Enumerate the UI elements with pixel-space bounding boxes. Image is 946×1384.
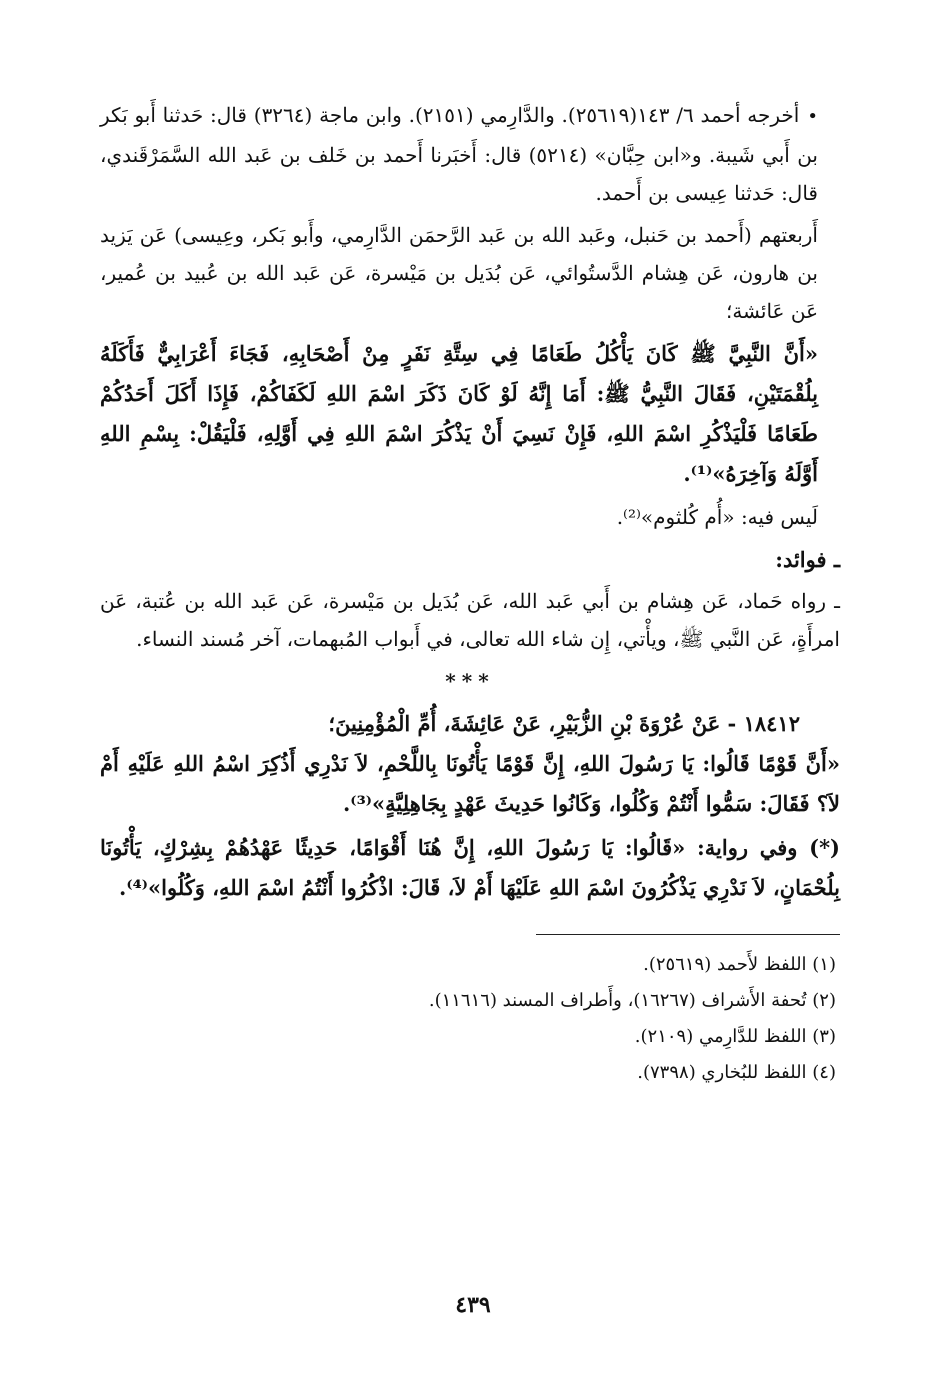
footnote-4: (٤) اللفظ للبُخاري (٧٣٩٨). bbox=[637, 1062, 836, 1083]
page-content bbox=[100, 96, 840, 1091]
benefits-text: ـ رواه حَماد، عَن هِشام بن أَبي عَبد الله، عَن بُدَيل بن مَيْسرة، عَن عَبد الله بن عُتبة، عَن امرأَةٍ، عَن النَّبي ﷺ، ويأْتي، إِن شاء الله تعالى، في أَبواب المُبهمات، آخر مُسند النساء. bbox=[100, 589, 840, 651]
isnad-paragraph: أَربعتهم (أَحمد بن حَنبل، وعَبد الله بن عَبد الرَّحمَن الدَّارِمي، وأَبو بَكر، وعِيسى) عَن يَزيد بن هارون، عَن هِشام الدَّستُوائي، عَن بُدَيل بن مَيْسرة، عَن عَبد الله بن عُبيد بن عُمير، عَن عَائشة؛ bbox=[100, 223, 818, 323]
page-number: ٤٣٩ bbox=[455, 1292, 491, 1318]
footnotes bbox=[100, 947, 840, 1091]
hadith-note: لَيس فيه: «أُم كُلثوم»⁽²⁾. bbox=[616, 505, 818, 529]
hadith-text-2: «أَنَّ قَوْمًا قَالُوا: يَا رَسُولَ اللهِ، إِنَّ قَوْمًا يَأْتُونَا بِاللَّحْمِ، لاَ نَدْرِي أَذُكِرَ اسْمُ اللهِ عَلَيْهِ أَمْ لاَ؟ فَقَالَ: سَمُّوا أَنْتُمْ وَكُلُوا، وَكَانُوا حَدِيثَ عَهْدٍ بِجَاهِلِيَّةٍ»⁽³⁾. bbox=[100, 751, 840, 816]
takhrij-paragraph bbox=[100, 96, 840, 212]
hadith-text-1: «أَنَّ النَّبِيَّ ﷺ كَانَ يَأْكُلُ طَعَامًا فِي سِتَّةِ نَفَرٍ مِنْ أَصْحَابِهِ، فَجَاءَ أَعْرَابِيٌّ فَأَكَلَهُ بِلُقْمَتَيْنِ، فَقَالَ النَّبِيُّ ﷺ: أَمَا إِنَّهُ لَوْ كَانَ ذَكَرَ اسْمَ اللهِ لَكَفَاكُمْ، فَإِذَا أَكَلَ أَحَدُكُمْ طَعَامًا فَلْيَذْكُرِ اسْمَ اللهِ، فَإِنْ نَسِيَ أَنْ يَذْكُرَ اسْمَ اللهِ فِي أَوَّلِهِ، فَلْيَقُلْ: بِسْمِ اللهِ أَوَّلَهُ وَآخِرَهُ»⁽¹⁾. bbox=[100, 341, 818, 486]
riwaya-text: (*) وفي رواية: «قَالُوا: يَا رَسُولَ اللهِ، إِنَّ هُنَا أَقْوَامًا، حَدِيثًا عَهْدُهُمْ بِشِرْكٍ، يَأْتُونَا بِلُحْمَانٍ، لاَ نَدْرِي يَذْكُرُونَ اسْمَ اللهِ عَلَيْهَا أَمْ لاَ، قَالَ: اذْكُرُوا أَنْتُمُ اسْمَ اللهِ، وَكُلُوا»⁽⁴⁾. bbox=[100, 835, 840, 900]
section-separator: *** bbox=[445, 669, 495, 693]
footnote-3: (٣) اللفظ للدَّارِمي (٢١٠٩). bbox=[634, 1026, 836, 1047]
footnote-1: (١) اللفظ لأَحمد (٢٥٦١٩). bbox=[643, 954, 836, 975]
footnote-2: (٢) تُحفة الأَشراف (١٦٢٦٧)، وأَطراف المسند (١١٦١٦). bbox=[428, 990, 836, 1011]
footnote-divider bbox=[536, 934, 840, 935]
bullet-icon: • bbox=[807, 106, 818, 127]
benefits-heading: ـ فوائد: bbox=[775, 547, 840, 572]
hadith-header-18412: ١٨٤١٢ - عَنْ عُرْوَةَ بْنِ الزُّبَيْرِ، عَنْ عَائِشَةَ، أُمِّ الْمُؤْمِنِينَ؛ bbox=[328, 711, 800, 736]
takhrij-text: أخرجه أحمد ٦/ ١٤٣(٢٥٦١٩). والدَّارِمي (٢١٥١). وابن ماجة (٣٢٦٤) قال: حَدثنا أَبو بَكر بن أَبي شَيبة. و«ابن حِبَّان» (٥٢١٤) قال: أَخبَرنا أَحمد بن خَلف بن عَبد الله السَّمَرْقَندي، قال: حَدثنا عِيسى بن أَحمد. bbox=[100, 103, 818, 205]
